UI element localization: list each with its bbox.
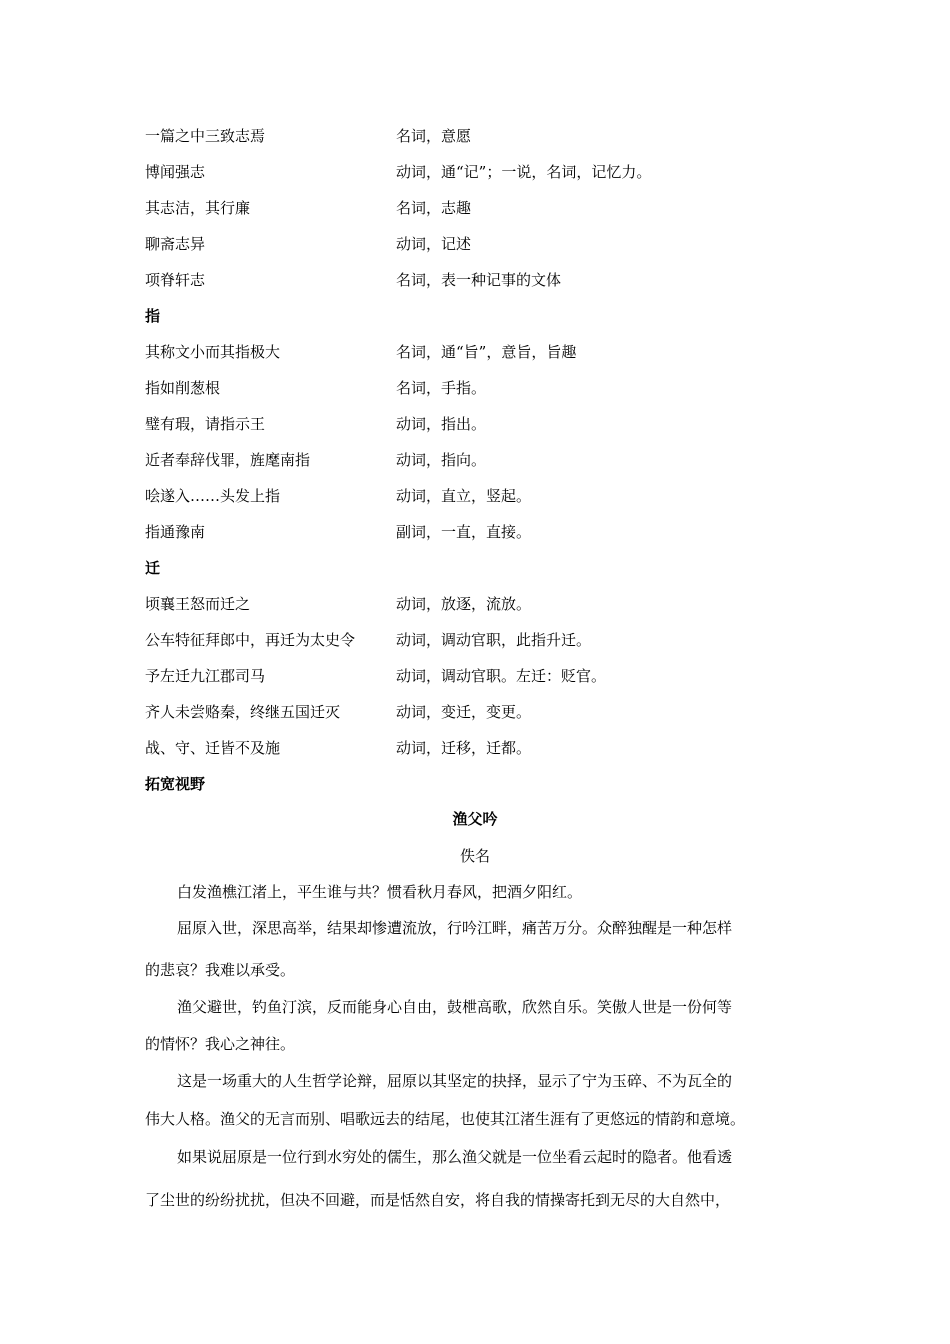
phrase: 战、守、迁皆不及施	[145, 739, 281, 757]
phrase: 予左迁九江郡司马	[145, 667, 266, 685]
gloss: 副词，一直，直接。	[396, 523, 532, 541]
gloss: 名词，通“旨”，意旨，旨趣	[396, 343, 577, 361]
table-row	[145, 126, 471, 146]
gloss: 名词，意愿	[396, 127, 472, 145]
table-row	[145, 414, 486, 434]
gloss: 名词，手指。	[396, 379, 487, 397]
paragraph: 渔父避世，钓鱼汀滨，反而能身心自由，鼓枻高歌，欣然自乐。笑傲人世是一份何等	[177, 998, 733, 1016]
table-row	[145, 162, 651, 182]
table-row	[145, 342, 576, 362]
gloss: 动词，指向。	[396, 451, 487, 469]
phrase: 哙遂入……头发上指	[145, 487, 281, 505]
paragraph-continuation: 的悲哀？我难以承受。	[145, 961, 296, 979]
paragraph-continuation: 伟大人格。渔父的无言而别、唱歌远去的结尾，也使其江渚生涯有了更悠远的情韵和意境。	[145, 1110, 746, 1128]
section-heading-qian: 迁	[145, 559, 161, 577]
table-row	[145, 702, 531, 722]
gloss: 动词，调动官职，此指升迁。	[396, 631, 592, 649]
gloss: 名词，志趣	[396, 199, 472, 217]
phrase: 公车特征拜郎中，再迁为太史令	[145, 631, 356, 649]
gloss: 动词，变迁，变更。	[396, 703, 532, 721]
paragraph: 这是一场重大的人生哲学论辩，屈原以其坚定的抉择，显示了宁为玉碎、不为瓦全的	[177, 1072, 733, 1090]
phrase: 指如削葱根	[145, 379, 221, 397]
phrase: 顷襄王怒而迁之	[145, 595, 251, 613]
table-row	[145, 738, 531, 758]
table-row	[145, 630, 591, 650]
paragraph: 如果说屈原是一位行到水穷处的儒生，那么渔父就是一位坐看云起时的隐者。他看透	[177, 1148, 733, 1166]
paragraph: 屈原入世，深思高举，结果却惨遭流放，行吟江畔，痛苦万分。众醉独醒是一种怎样	[177, 919, 733, 937]
table-row	[145, 378, 486, 398]
phrase: 聊斋志异	[145, 235, 206, 253]
article-author: 佚名	[459, 847, 490, 865]
phrase: 其志洁，其行廉	[145, 199, 251, 217]
gloss: 动词，指出。	[396, 415, 487, 433]
phrase: 指通豫南	[145, 523, 206, 541]
phrase: 博闻强志	[145, 163, 206, 181]
gloss: 名词，表一种记事的文体	[396, 271, 562, 289]
phrase: 近者奉辞伐罪，旌麾南指	[145, 451, 311, 469]
paragraph-continuation: 了尘世的纷纷扰扰，但决不回避，而是恬然自安，将自我的情操寄托到无尽的大自然中，	[145, 1191, 731, 1209]
gloss: 动词，调动官职。左迁：贬官。	[396, 667, 607, 685]
table-row	[145, 522, 531, 542]
phrase: 其称文小而其指极大	[145, 343, 281, 361]
gloss: 动词，通“记”；一说，名词，记忆力。	[396, 163, 652, 181]
phrase: 项脊轩志	[145, 271, 206, 289]
section-heading-expand: 拓宽视野	[145, 775, 206, 793]
gloss: 动词，记述	[396, 235, 472, 253]
paragraph: 白发渔樵江渚上，平生谁与共？惯看秋月春风，把酒夕阳红。	[177, 883, 583, 901]
table-row	[145, 198, 471, 218]
table-row	[145, 270, 561, 290]
gloss: 动词，迁移，迁都。	[396, 739, 532, 757]
table-row	[145, 594, 531, 614]
table-row	[145, 450, 486, 470]
table-row	[145, 234, 471, 254]
gloss: 动词，放逐，流放。	[396, 595, 532, 613]
phrase: 璧有瑕，请指示王	[145, 415, 266, 433]
phrase: 一篇之中三致志焉	[145, 127, 266, 145]
table-row	[145, 666, 606, 686]
article-title: 渔父吟	[452, 810, 498, 828]
phrase: 齐人未尝赂秦，终继五国迁灭	[145, 703, 341, 721]
gloss: 动词，直立，竖起。	[396, 487, 532, 505]
table-row	[145, 486, 531, 506]
paragraph-continuation: 的情怀？我心之神往。	[145, 1035, 296, 1053]
section-heading-zhi: 指	[145, 307, 161, 325]
